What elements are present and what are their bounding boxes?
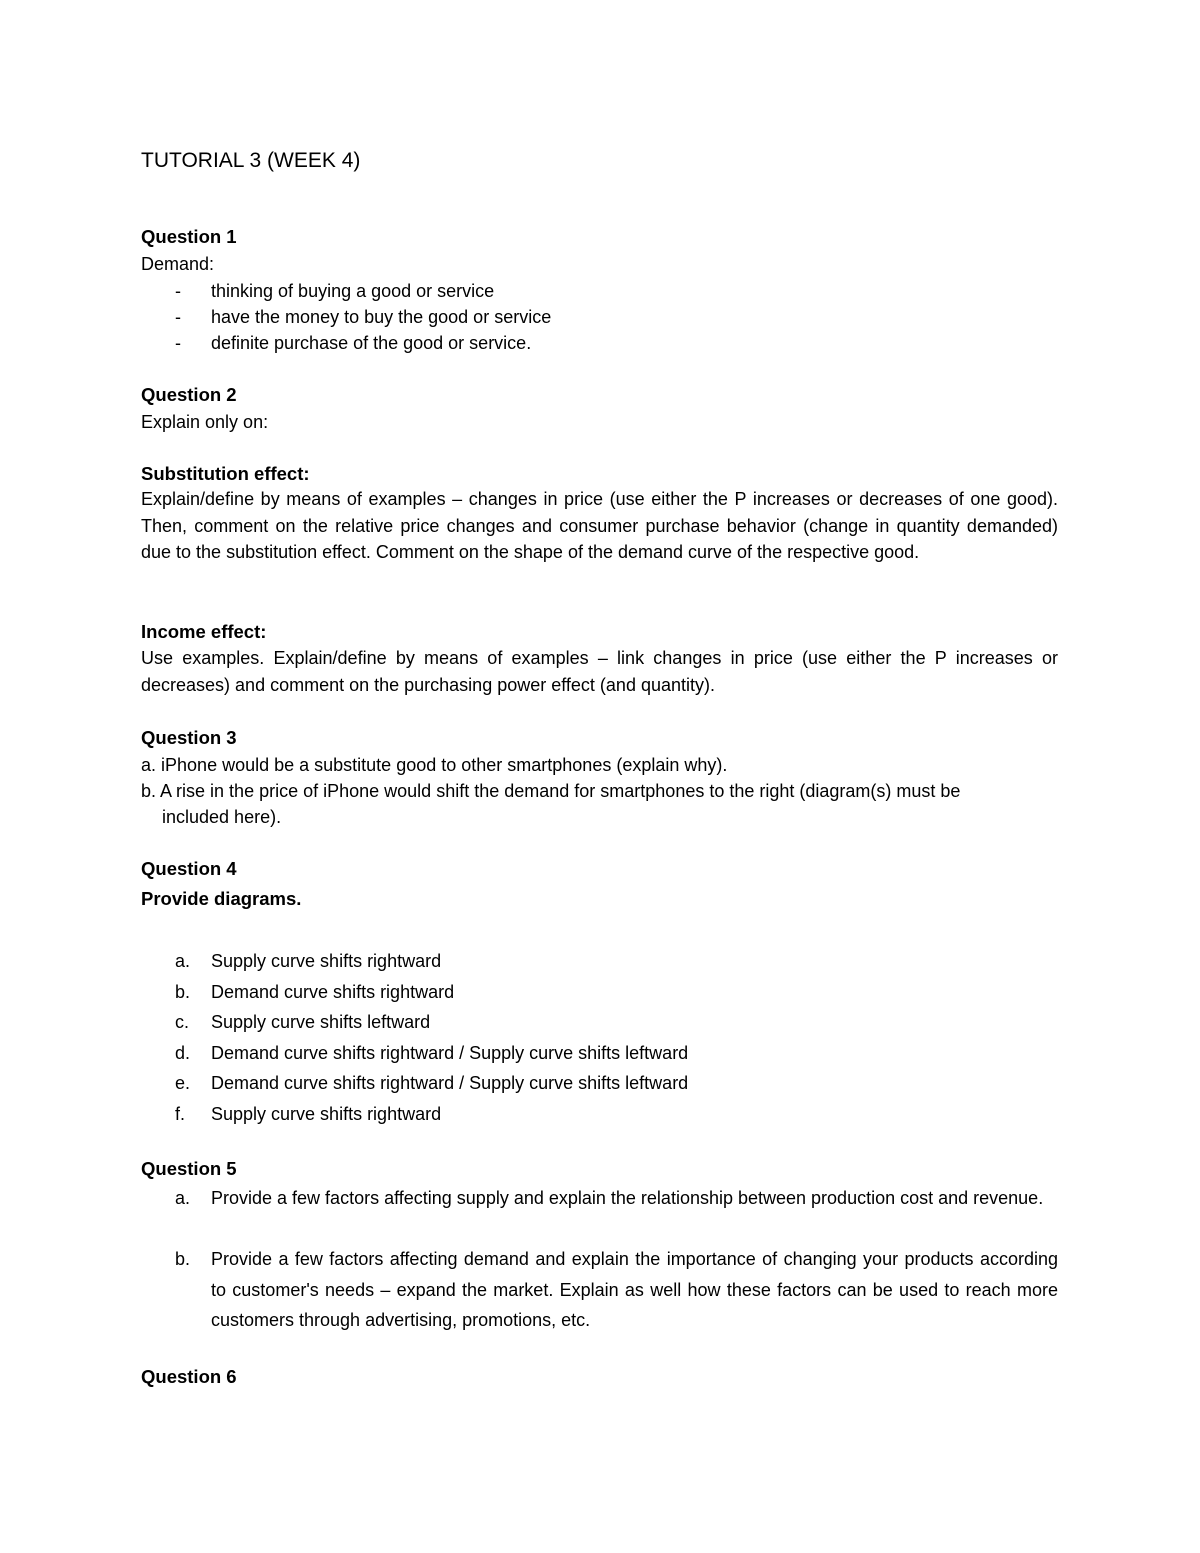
question-4-subheading: Provide diagrams. xyxy=(141,888,302,909)
list-item: Demand curve shifts rightward / Supply curve shifts leftward xyxy=(211,1073,689,1093)
question-1-heading: Question 1 xyxy=(141,226,237,247)
question-3-item-b xyxy=(141,782,960,800)
income-effect-heading: Income effect: xyxy=(141,621,267,642)
list-item: Demand curve shifts rightward xyxy=(211,982,455,1002)
list-item: Supply curve shifts leftward xyxy=(211,1012,431,1032)
item-label: e. xyxy=(175,1073,191,1093)
bullet-item: definite purchase of the good or service. xyxy=(211,333,532,353)
list-item: Supply curve shifts rightward xyxy=(211,1104,442,1124)
item-label: a. xyxy=(175,951,191,971)
item-label: b. xyxy=(175,982,191,1002)
question-6-heading: Question 6 xyxy=(141,1366,237,1387)
question-3-heading: Question 3 xyxy=(141,727,237,748)
bullet-mark: - xyxy=(175,333,181,353)
item-text: A rise in the price of iPhone would shift the demand for smartphones to the right (diagram(s) must be xyxy=(160,781,961,801)
question-2-intro: Explain only on: xyxy=(141,412,269,432)
income-effect-text: Use examples. Explain/define by means of examples – link changes in price (use either the P increases or decreases) and comment on the purchasing power effect (and quantity). xyxy=(141,648,1058,695)
bullet-mark: - xyxy=(175,281,181,301)
list-item: Supply curve shifts rightward xyxy=(211,951,442,971)
bullet-item: have the money to buy the good or service xyxy=(211,307,552,327)
list-item xyxy=(141,1244,1058,1336)
item-label: c. xyxy=(175,1012,190,1032)
substitution-effect-text: Explain/define by means of examples – changes in price (use either the P increases or decreases of one good). Then, comment on the relative price changes and consumer purchase behavior (change in quantity demanded) due to the substitution effect. Comment on the shape of the demand curve of the respective good. xyxy=(141,489,1058,562)
question-2-heading: Question 2 xyxy=(141,384,237,405)
bullet-item: thinking of buying a good or service xyxy=(211,281,495,301)
item-label: b. xyxy=(141,781,157,801)
item-label: b. xyxy=(175,1249,191,1269)
question-1-intro: Demand: xyxy=(141,254,215,274)
item-label: a. xyxy=(141,755,157,775)
question-3-item-b-continued: included here). xyxy=(162,807,282,827)
bullet-mark: - xyxy=(175,307,181,327)
document-page xyxy=(141,0,1058,1553)
list-item xyxy=(141,1183,1058,1214)
item-label: f. xyxy=(175,1104,186,1124)
item-text: iPhone would be a substitute good to other smartphones (explain why). xyxy=(161,755,728,775)
question-5-heading: Question 5 xyxy=(141,1158,237,1179)
question-3-item-a xyxy=(141,756,727,774)
item-label: a. xyxy=(175,1188,191,1208)
substitution-effect-heading: Substitution effect: xyxy=(141,463,310,484)
item-text: Provide a few factors affecting supply and explain the relationship between production cost and revenue. xyxy=(211,1188,1044,1208)
item-label: d. xyxy=(175,1043,191,1063)
question-4-heading: Question 4 xyxy=(141,858,237,879)
list-item: Demand curve shifts rightward / Supply curve shifts leftward xyxy=(211,1043,689,1063)
item-text: Provide a few factors affecting demand and explain the importance of changing your products according to customer's needs – expand the market. Explain as well how these factors can be used to reach more customers through advertising, promotions, etc. xyxy=(211,1249,1058,1330)
document-title: TUTORIAL 3 (WEEK 4) xyxy=(141,149,361,172)
